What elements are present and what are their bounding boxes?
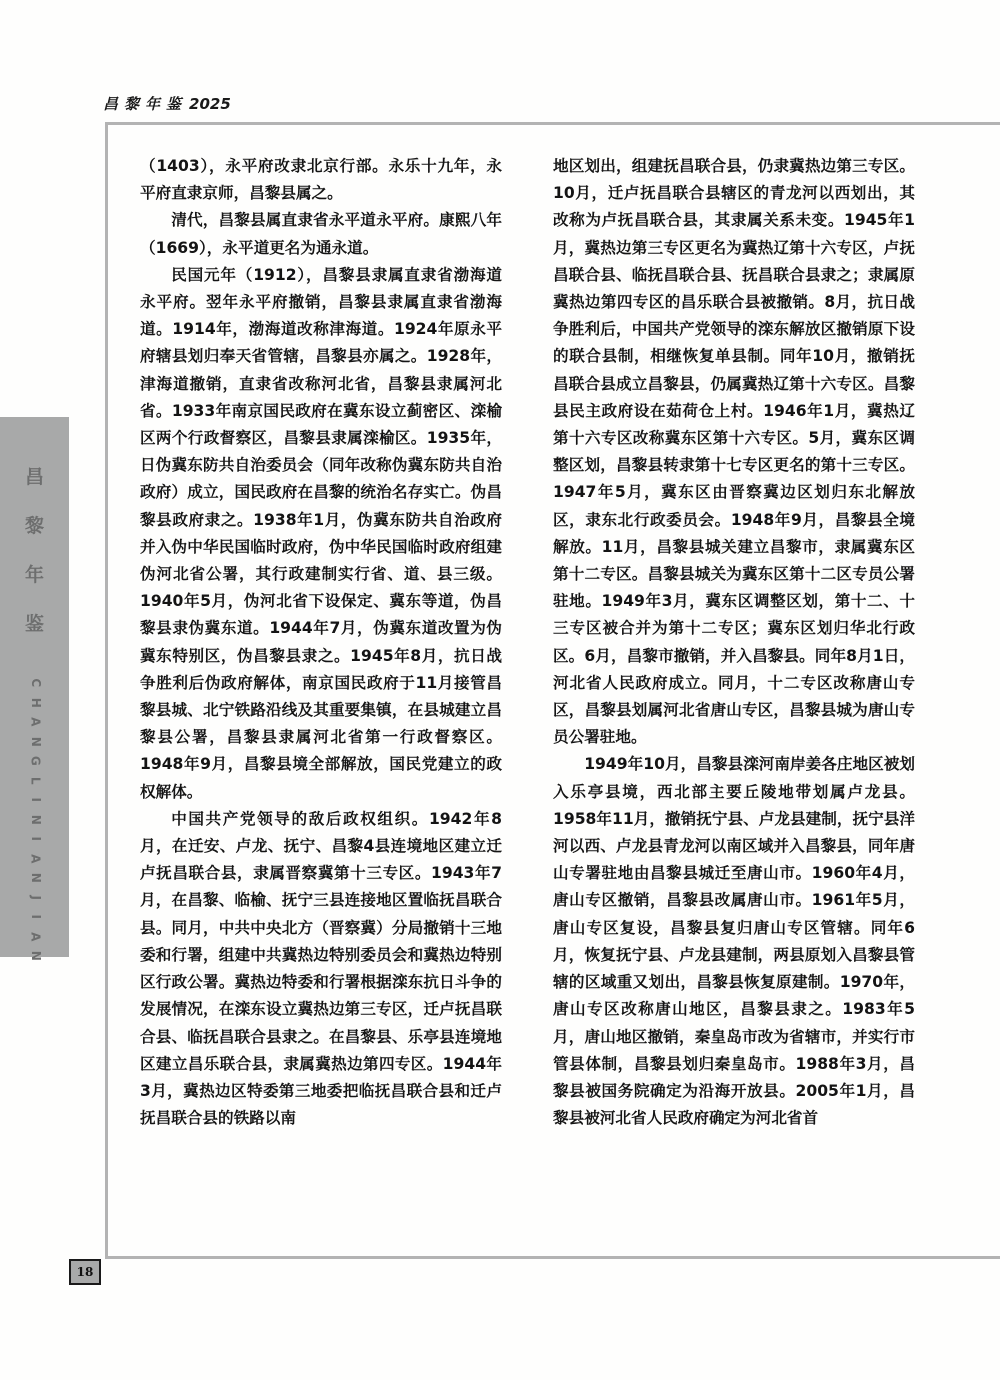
book-title: 昌黎年鉴 <box>103 95 188 113</box>
side-tab-chinese-title <box>0 465 69 661</box>
side-tab-char: 昌 <box>24 466 44 488</box>
side-tab-letter: A <box>28 931 43 941</box>
side-tab-letter: C <box>28 678 43 688</box>
right-text-column <box>553 153 915 1132</box>
paragraph: 民国元年（1912），昌黎县隶属直隶省渤海道永平府。翌年永平府撤销，昌黎县隶属直隶省渤海道。1914年，渤海道改称津海道。1924年原永平府辖县划归奉天省管辖，昌黎县亦属之。1928年，津海道撤销，直隶省改称河北省，昌黎县隶属河北省。1933年南京国民政府在冀东设立蓟密区、滦榆区两个行政督察区，昌黎县隶属滦榆区。1935年，日伪冀东防共自治委员会（同年改称伪冀东防共自治政府）成立，国民政府在昌黎的统治名存实亡。伪昌黎县政府隶之。1938年1月，伪冀东防共自治政府并入伪中华民国临时政府，伪中华民国临时政府组建伪河北省公署，其行政建制实行省、道、县三级。1940年5月，伪河北省下设保定、冀东等道，伪昌黎县隶伪冀东道。1944年7月，伪冀东道改置为伪冀东特别区，伪昌黎县隶之。1945年8月，抗日战争胜利后伪政府解体，南京国民政府于11月接管昌黎县城、北宁铁路沿线及其重要集镇，在县城建立昌黎县公署，昌黎县隶属河北省第一行政督察区。1948年9月，昌黎县境全部解放，国民党建立的政权解体。 <box>140 265 502 801</box>
side-tab-letter: N <box>28 950 43 961</box>
side-tab-char: 黎 <box>24 515 44 537</box>
side-tab-letter: L <box>28 776 43 785</box>
side-tab-letter: I <box>28 836 43 841</box>
side-tab-letter: I <box>28 914 43 919</box>
book-year: 2025 <box>189 95 231 113</box>
paragraph: 中国共产党领导的敌后政权组织。1942年8月，在迁安、卢龙、抚宁、昌黎4县连境地区建立迁卢抚昌联合县，隶属晋察冀第十三专区。1943年7月，在昌黎、临榆、抚宁三县连接地区置临抚昌联合县。同月，中共中央北方（晋察冀）分局撤销十三地委和行署，组建中共冀热边特别委员会和冀热边特别区行政公署。冀热边特委和行署根据滦东抗日斗争的发展情况，在滦东设立冀热边第三专区，迁卢抚昌联合县、临抚昌联合县隶之。在昌黎县、乐亭县连境地区建立昌乐联合县，隶属冀热边第四专区。1944年3月，冀热边区特委第三地委把临抚昌联合县和迁卢抚昌联合县的铁路以南 <box>140 809 502 1128</box>
side-tab-letter: A <box>28 717 43 727</box>
paragraph: 1949年10月，昌黎县滦河南岸姜各庄地区被划入乐亭县境，西北部主要丘陵地带划属卢龙县。1958年11月，撤销抚宁县、卢龙县建制，抚宁县洋河以西、卢龙县青龙河以南区域并入昌黎县，同年唐山专署驻地由昌黎县城迁至唐山市。1960年4月，唐山专区撤销，昌黎县改属唐山市。1961年5月，唐山专区复设，昌黎县复归唐山专区管辖。同年6月，恢复抚宁县、卢龙县建制，两县原划入昌黎县管辖的区域重又划出，昌黎县恢复原建制。1970年，唐山专区改称唐山地区，昌黎县隶之。1983年5月，唐山地区撤销，秦皇岛市改为省辖市，并实行市管县体制，昌黎县划归秦皇岛市。1988年3月，昌黎县被国务院确定为沿海开放县。2005年1月，昌黎县被河北省人民政府确定为河北省首 <box>553 755 915 1128</box>
frame-top-rule <box>105 122 1000 125</box>
side-tab-pinyin-title <box>28 673 42 966</box>
paragraph: 清代，昌黎县属直隶省永平道永平府。康熙八年（1669），永平道更名为通永道。 <box>140 211 502 257</box>
side-tab-letter: H <box>28 697 43 708</box>
paragraph: 地区划出，组建抚昌联合县，仍隶冀热边第三专区。10月，迁卢抚昌联合县辖区的青龙河以西划出，其改称为卢抚昌联合县，其隶属关系未变。1945年1月，冀热边第三专区更名为冀热辽第十六专区，卢抚昌联合县、临抚昌联合县、抚昌联合县隶之；隶属原冀热边第四专区的昌乐联合县被撤销。8月，抗日战争胜利后，中国共产党领导的滦东解放区撤销原下设的联合县制，相继恢复单县制。同年10月，撤销抚昌联合县成立昌黎县，仍属冀热辽第十六专区。昌黎县民主政府设在茹荷仓上村。1946年1月，冀热辽第十六专区改称冀东区第十六专区。5月，冀东区调整区划，昌黎县转隶第十七专区更名的第十三专区。1947年5月，冀东区由晋察冀边区划归东北解放区，隶东北行政委员会。1948年9月，昌黎县全境解放。11月，昌黎县城关建立昌黎市，隶属冀东区第十二专区。昌黎县城关为冀东区第十二区专员公署驻地。1949年3月，冀东区调整区划，第十二、十三专区被合并为第十二专区；冀东区划归华北行政区。6月，昌黎市撤销，并入昌黎县。同年8月1日，河北省人民政府成立。同月，十二专区改称唐山专区，昌黎县划属河北省唐山专区，昌黎县城为唐山专员公署驻地。 <box>553 157 915 747</box>
side-tab-letter: N <box>28 736 43 747</box>
side-tab-letter: N <box>28 814 43 825</box>
side-tab-char: 鉴 <box>24 613 44 635</box>
running-header <box>103 93 231 114</box>
side-tab <box>0 417 69 961</box>
side-tab-letter: N <box>28 872 43 883</box>
frame-left-rule <box>105 122 108 1259</box>
paragraph: （1403），永平府改隶北京行部。永乐十九年，永平府直隶京师，昌黎县属之。 <box>140 157 502 203</box>
side-tab-letter: G <box>28 755 43 766</box>
page-number: 18 <box>69 1259 101 1285</box>
side-tab-letter: A <box>28 853 43 863</box>
left-text-column <box>140 153 502 1132</box>
side-tab-letter: I <box>28 797 43 802</box>
frame-bottom-rule <box>105 1256 1000 1259</box>
side-tab-letter: J <box>28 895 43 900</box>
side-tab-char: 年 <box>24 564 44 586</box>
